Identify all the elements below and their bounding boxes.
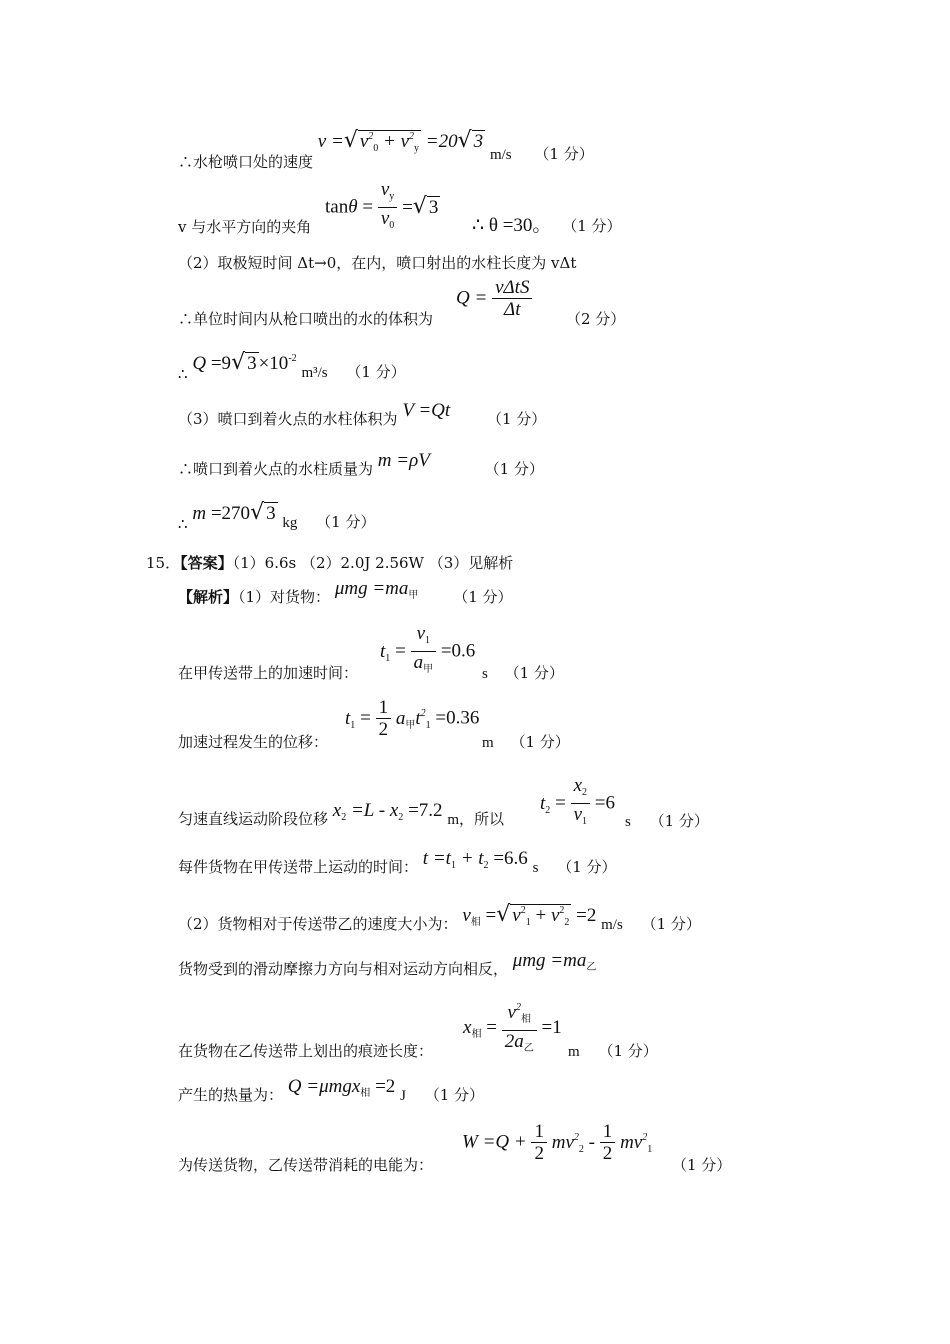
accel-disp-tail — [482, 731, 570, 752]
trace-label: 在货物在乙传送带上划出的痕迹长度： — [178, 1042, 434, 1060]
accel-disp-points: （1 分） — [510, 733, 570, 751]
uniform-tail — [625, 810, 709, 831]
velocity-formula: v =√ $v^2_0 + v^2_y =20√$ 3 — [317, 128, 484, 154]
mass-points: （1 分） — [484, 460, 544, 478]
total-time-points: （1 分） — [557, 858, 617, 876]
velocity-points: （1 分） — [534, 145, 594, 163]
energy-label: 为传送货物，乙传送带消耗的电能为： — [178, 1156, 434, 1174]
velocity-label: ∴水枪喷口处的速度 — [178, 153, 314, 171]
trace-points: （1 分） — [598, 1042, 658, 1060]
mass-label: ∴喷口到着火点的水柱质量为 — [178, 460, 374, 478]
q15-answer-tag: 【答案】 — [180, 554, 233, 572]
heat-unit: J — [400, 1088, 406, 1104]
trace-tail — [568, 1040, 658, 1061]
accel-disp-formula: $t_1$ = $\frac{1}{2}$ $a_甲t^2_1 =0.36$ — [345, 697, 480, 740]
friction-label: 货物受到的滑动摩擦力方向与相对运动方向相反， — [178, 960, 509, 978]
uniform-unit: m，所以 — [447, 812, 504, 828]
therefore-symbol: ∴ — [178, 365, 188, 383]
flow-label: ∴单位时间内从枪口喷出的水的体积为 — [178, 310, 434, 328]
flow-result: ∴ Q =9√ $3 \times 10^{-2}$ m³/s （1 分） — [178, 350, 406, 383]
volume-points: （1 分） — [486, 410, 547, 428]
q15-analysis-points: （1 分） — [453, 588, 513, 606]
mass-result-points: （1 分） — [316, 513, 376, 531]
accel-time-tail — [482, 662, 564, 683]
q15-analysis-text: （1）对货物： — [238, 588, 331, 606]
accel-disp-unit: m — [482, 735, 494, 751]
uniform-time-unit: s — [625, 814, 631, 830]
uniform-points: （1 分） — [649, 812, 709, 830]
flow-formula: Q = $\frac{\text{vΔtS}}{\Delta t}$ — [456, 278, 532, 321]
trace-unit: m — [568, 1044, 580, 1060]
angle-value: ∴ θ =30。 — [472, 215, 552, 236]
q15-answer-text: （1）6.6s （2）2.0J 2.56W （3）见解析 — [232, 554, 514, 572]
relative-speed-line: （2）货物相对于传送带乙的速度大小为： $v_相$ =√ $v^2_1 + v^2_2 =2$ m/s （1 分） — [178, 902, 701, 933]
q15-analysis: 【解析】（1）对货物： $\mu mg =ma_甲$ （1 分） — [178, 578, 513, 606]
total-time-label: 每件货物在甲传送带上运动的时间： — [178, 858, 419, 876]
heat-line: 产生的热量为： Q =μmgx$_相$ =2 J （1 分） — [178, 1076, 484, 1104]
accel-disp-label: 加速过程发生的位移： — [178, 733, 329, 751]
total-time-unit: s — [532, 860, 539, 876]
angle-label: v 与水平方向的夹角 — [178, 218, 312, 236]
part2-intro: （2）取极短时间 Δt→0，在内，喷口射出的水柱长度为 vΔt — [178, 254, 577, 272]
accel-time-unit: s — [482, 666, 488, 682]
accel-time-formula: $t_1$ = $\frac{v_1}{a_甲}$ =0.6 — [380, 623, 476, 675]
flow-result-points: （1 分） — [346, 363, 406, 381]
heat-points: （1 分） — [424, 1086, 484, 1104]
angle-points: （1 分） — [562, 217, 622, 235]
q15-answer — [146, 552, 513, 573]
energy-points: （1 分） — [672, 1156, 732, 1174]
relative-speed-label: （2）货物相对于传送带乙的速度大小为： — [178, 915, 458, 933]
flow-unit: m³/s — [301, 365, 328, 381]
friction-line: 货物受到的滑动摩擦力方向与相对运动方向相反， $\mu mg =ma_乙$ — [178, 950, 597, 978]
relative-speed-unit: m/s — [601, 917, 623, 933]
mass-line: ∴喷口到着火点的水柱质量为 m =ρV （1 分） — [178, 450, 544, 478]
mass-result: ∴ m =270√ 3 kg （1 分） — [178, 500, 376, 533]
accel-time-points: （1 分） — [504, 664, 564, 682]
q15-analysis-tag: 【解析】 — [178, 588, 239, 606]
velocity-line — [178, 128, 594, 171]
flow-points: （2 分） — [566, 310, 626, 328]
heat-label: 产生的热量为： — [178, 1086, 284, 1104]
uniform-line: 匀速直线运动阶段位移 $x_2 =L - x_2 =7.2$ m，所以 — [178, 800, 504, 828]
volume-label: （3）喷口到着火点的水柱体积为 — [178, 410, 398, 428]
therefore-symbol-2: ∴ — [178, 515, 188, 533]
uniform-label: 匀速直线运动阶段位移 — [178, 810, 329, 828]
mass-unit: kg — [282, 515, 298, 531]
uniform-time-formula: $t_2$ = $\frac{x_2}{v_1}$ =6 — [540, 775, 615, 827]
velocity-unit: m/s — [489, 147, 512, 163]
tan-formula: tanθ = $\frac{v_y}{v_0}$ =√ 3 — [325, 179, 439, 231]
volume-line: （3）喷口到着火点的水柱体积为 V =Qt （1 分） — [178, 400, 547, 428]
trace-formula: $x_相$ = $\frac{v^2_相}{2a_乙}$ =1 — [463, 998, 562, 1060]
q15-number: 15． — [146, 554, 181, 572]
relative-speed-points: （1 分） — [641, 915, 701, 933]
angle-result — [472, 210, 622, 237]
accel-time-label: 在甲传送带上的加速时间： — [178, 664, 359, 682]
total-time-line: 每件货物在甲传送带上运动的时间： $t =t_1 + t_2 =6.6$ s （1 分） — [178, 848, 617, 876]
energy-formula: W =Q + $\frac{1}{2}$ $mv^2_2$ - $\frac{1}{2}$ $mv^2_1$ — [462, 1121, 653, 1164]
